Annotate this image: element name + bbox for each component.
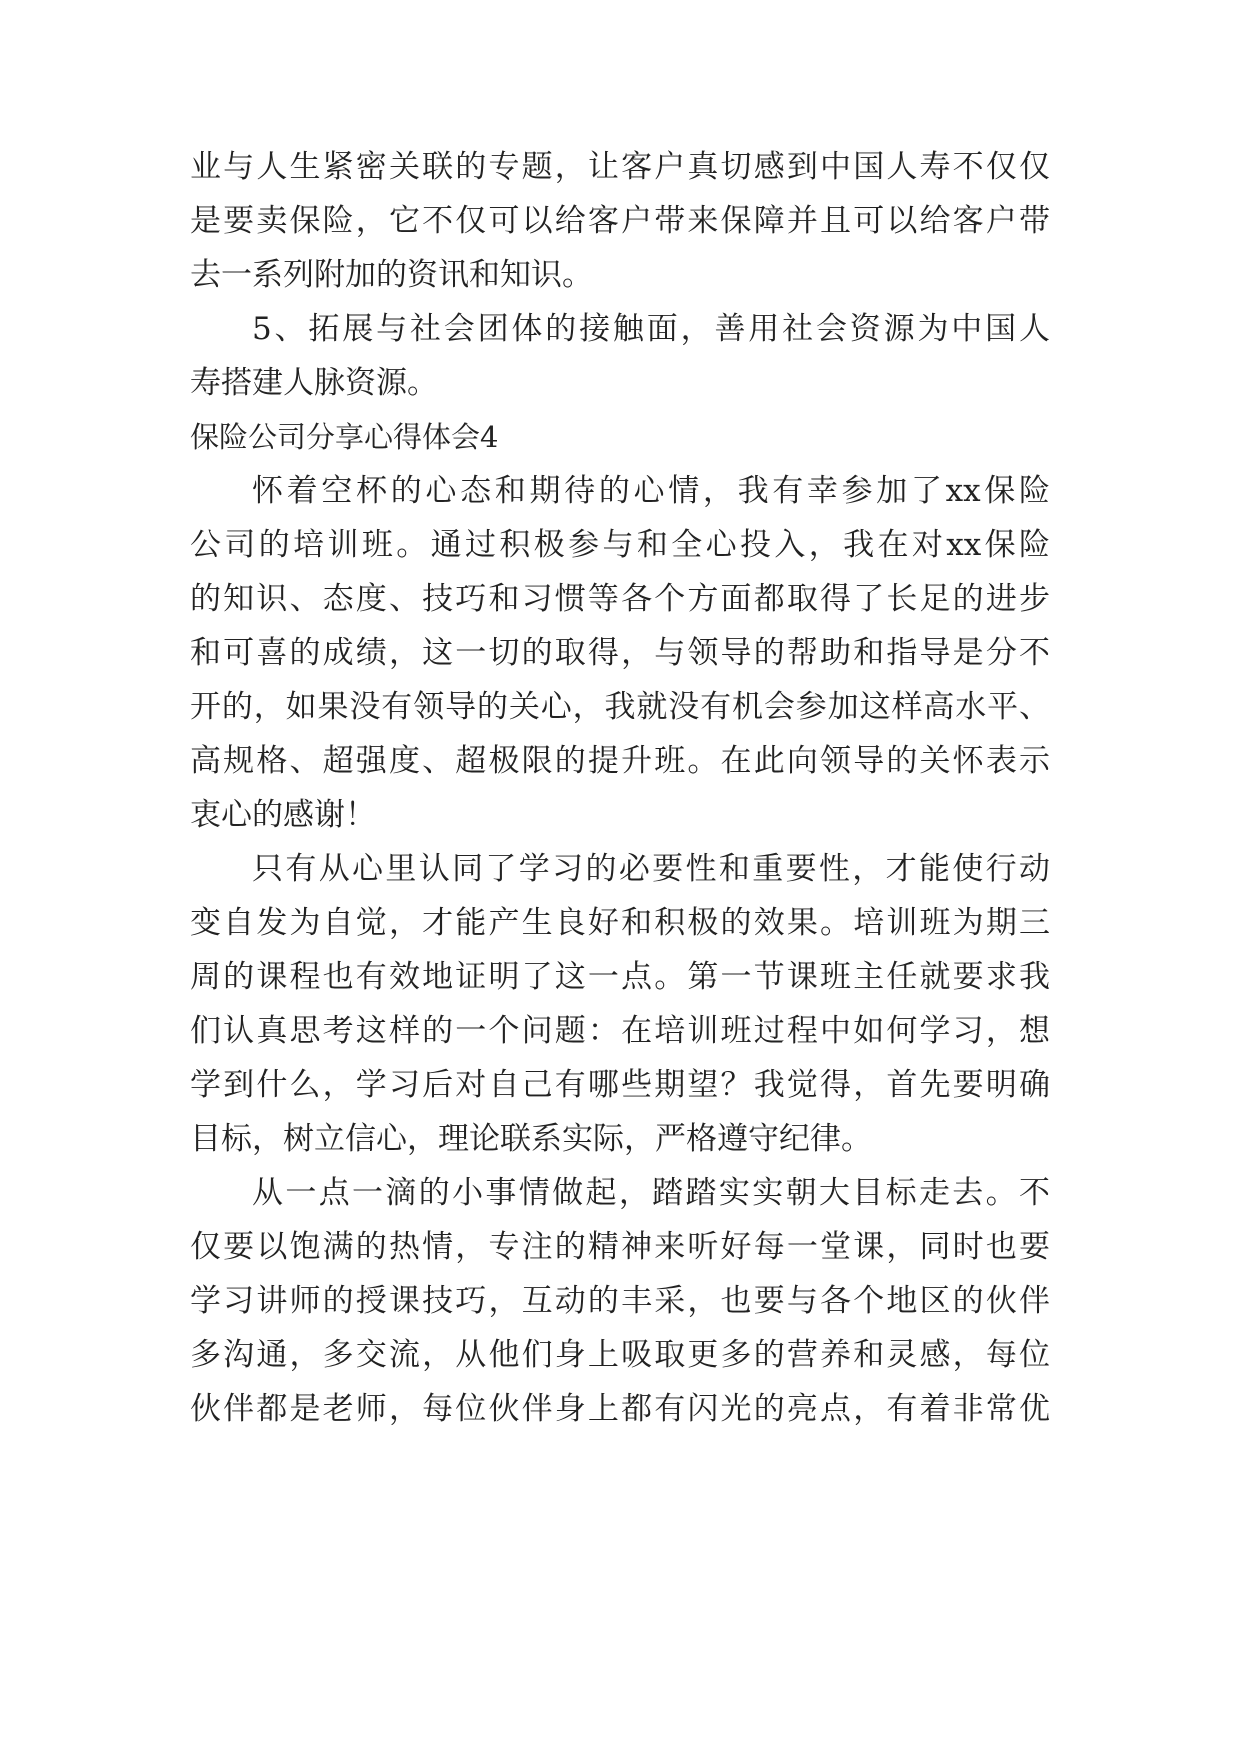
text-line: 变自发为自觉，才能产生良好和积极的效果。培训班为期三 xyxy=(190,905,1050,941)
text-line: 目标，树立信心，理论联系实际，严格遵守纪律。 xyxy=(190,1121,872,1157)
text-line: 开的，如果没有领导的关心，我就没有机会参加这样高水平、 xyxy=(190,689,1050,725)
text-line: 伙伴都是老师，每位伙伴身上都有闪光的亮点，有着非常优 xyxy=(190,1391,1050,1427)
text-line: 的知识、态度、技巧和习惯等各个方面都取得了长足的进步 xyxy=(190,581,1050,617)
text-line: 学习讲师的授课技巧，互动的丰采，也要与各个地区的伙伴 xyxy=(190,1283,1050,1319)
text-line: 和可喜的成绩，这一切的取得，与领导的帮助和指导是分不 xyxy=(190,635,1050,671)
text-line: 仅要以饱满的热情，专注的精神来听好每一堂课，同时也要 xyxy=(190,1229,1050,1265)
text-line: 去一系列附加的资讯和知识。 xyxy=(190,257,593,293)
text-line: 5、拓展与社会团体的接触面，善用社会资源为中国人 xyxy=(252,311,1050,347)
text-line: 们认真思考这样的一个问题：在培训班过程中如何学习，想 xyxy=(190,1013,1050,1049)
text-line: 从一点一滴的小事情做起，踏踏实实朝大目标走去。不 xyxy=(252,1175,1050,1211)
text-line: 衷心的感谢！ xyxy=(190,797,376,833)
text-line: 业与人生紧密关联的专题，让客户真切感到中国人寿不仅仅 xyxy=(190,149,1050,185)
text-line: 怀着空杯的心态和期待的心情，我有幸参加了xx保险 xyxy=(252,473,1050,509)
text-line: 只有从心里认同了学习的必要性和重要性，才能使行动 xyxy=(252,851,1050,887)
text-line: 多沟通，多交流，从他们身上吸取更多的营养和灵感，每位 xyxy=(190,1337,1050,1373)
text-line: 公司的培训班。通过积极参与和全心投入，我在对xx保险 xyxy=(190,527,1050,563)
text-line: 学到什么，学习后对自己有哪些期望？我觉得，首先要明确 xyxy=(190,1067,1050,1103)
text-line: 寿搭建人脉资源。 xyxy=(190,365,438,401)
text-line: 高规格、超强度、超极限的提升班。在此向领导的关怀表示 xyxy=(190,743,1050,779)
text-line: 是要卖保险，它不仅可以给客户带来保障并且可以给客户带 xyxy=(190,203,1050,239)
text-line: 周的课程也有效地证明了这一点。第一节课班主任就要求我 xyxy=(190,959,1050,995)
section-heading: 保险公司分享心得体会4 xyxy=(190,420,499,454)
